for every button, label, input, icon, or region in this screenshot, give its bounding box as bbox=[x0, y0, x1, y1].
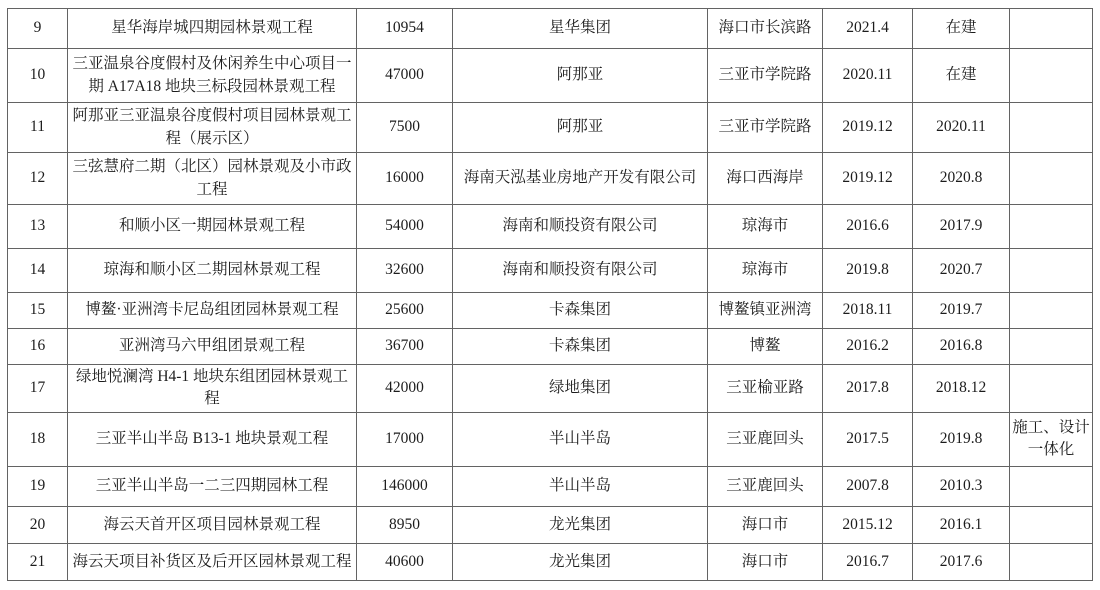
cell-company-name: 海南和顺投资有限公司 bbox=[453, 205, 708, 249]
cell-location: 三亚鹿回头 bbox=[708, 412, 823, 466]
cell-start-date: 2018.11 bbox=[823, 293, 913, 329]
cell-end-date: 2019.7 bbox=[913, 293, 1010, 329]
cell-area-value: 16000 bbox=[357, 153, 453, 205]
cell-end-date: 2010.3 bbox=[913, 466, 1010, 506]
cell-row-number: 21 bbox=[8, 543, 68, 580]
cell-area-value: 36700 bbox=[357, 329, 453, 365]
cell-location: 博鳌镇亚洲湾 bbox=[708, 293, 823, 329]
cell-end-date: 2017.6 bbox=[913, 543, 1010, 580]
cell-end-date: 2020.7 bbox=[913, 249, 1010, 293]
cell-area-value: 47000 bbox=[357, 49, 453, 103]
cell-row-number: 10 bbox=[8, 49, 68, 103]
cell-row-number: 15 bbox=[8, 293, 68, 329]
cell-remark bbox=[1010, 365, 1093, 413]
cell-end-date: 2020.11 bbox=[913, 103, 1010, 153]
table-row bbox=[8, 506, 1093, 543]
cell-project-name: 海云天首开区项目园林景观工程 bbox=[68, 506, 357, 543]
cell-start-date: 2016.2 bbox=[823, 329, 913, 365]
cell-project-name: 三弦慧府二期（北区）园林景观及小市政工程 bbox=[68, 153, 357, 205]
cell-remark bbox=[1010, 9, 1093, 49]
cell-area-value: 17000 bbox=[357, 412, 453, 466]
cell-remark bbox=[1010, 49, 1093, 103]
cell-remark bbox=[1010, 249, 1093, 293]
cell-remark bbox=[1010, 543, 1093, 580]
table-row bbox=[8, 249, 1093, 293]
cell-remark bbox=[1010, 153, 1093, 205]
table-row bbox=[8, 49, 1093, 103]
cell-location: 三亚市学院路 bbox=[708, 49, 823, 103]
cell-location: 海口市长滨路 bbox=[708, 9, 823, 49]
cell-company-name: 卡森集团 bbox=[453, 293, 708, 329]
cell-project-name: 琼海和顺小区二期园林景观工程 bbox=[68, 249, 357, 293]
cell-location: 三亚榆亚路 bbox=[708, 365, 823, 413]
cell-company-name: 海南天泓基业房地产开发有限公司 bbox=[453, 153, 708, 205]
cell-project-name: 阿那亚三亚温泉谷度假村项目园林景观工程（展示区） bbox=[68, 103, 357, 153]
cell-start-date: 2021.4 bbox=[823, 9, 913, 49]
table-row bbox=[8, 329, 1093, 365]
table-row bbox=[8, 103, 1093, 153]
cell-company-name: 卡森集团 bbox=[453, 329, 708, 365]
cell-row-number: 17 bbox=[8, 365, 68, 413]
table-row bbox=[8, 412, 1093, 466]
cell-location: 博鳌 bbox=[708, 329, 823, 365]
cell-row-number: 9 bbox=[8, 9, 68, 49]
cell-remark bbox=[1010, 205, 1093, 249]
cell-company-name: 龙光集团 bbox=[453, 506, 708, 543]
cell-area-value: 54000 bbox=[357, 205, 453, 249]
cell-area-value: 40600 bbox=[357, 543, 453, 580]
cell-company-name: 绿地集团 bbox=[453, 365, 708, 413]
cell-location: 琼海市 bbox=[708, 249, 823, 293]
cell-location: 海口市 bbox=[708, 543, 823, 580]
cell-remark bbox=[1010, 103, 1093, 153]
cell-row-number: 13 bbox=[8, 205, 68, 249]
cell-company-name: 海南和顺投资有限公司 bbox=[453, 249, 708, 293]
cell-end-date: 2020.8 bbox=[913, 153, 1010, 205]
cell-row-number: 20 bbox=[8, 506, 68, 543]
cell-project-name: 三亚温泉谷度假村及休闲养生中心项目一期 A17A18 地块三标段园林景观工程 bbox=[68, 49, 357, 103]
cell-area-value: 25600 bbox=[357, 293, 453, 329]
cell-row-number: 16 bbox=[8, 329, 68, 365]
cell-start-date: 2019.8 bbox=[823, 249, 913, 293]
table-row bbox=[8, 466, 1093, 506]
cell-start-date: 2007.8 bbox=[823, 466, 913, 506]
table-row bbox=[8, 293, 1093, 329]
cell-project-name: 亚洲湾马六甲组团景观工程 bbox=[68, 329, 357, 365]
cell-remark: 施工、设计一体化 bbox=[1010, 412, 1093, 466]
cell-remark bbox=[1010, 466, 1093, 506]
cell-remark bbox=[1010, 506, 1093, 543]
table-row bbox=[8, 9, 1093, 49]
cell-start-date: 2017.5 bbox=[823, 412, 913, 466]
cell-start-date: 2016.6 bbox=[823, 205, 913, 249]
cell-remark bbox=[1010, 329, 1093, 365]
cell-start-date: 2016.7 bbox=[823, 543, 913, 580]
cell-company-name: 半山半岛 bbox=[453, 466, 708, 506]
cell-location: 琼海市 bbox=[708, 205, 823, 249]
cell-area-value: 146000 bbox=[357, 466, 453, 506]
cell-location: 三亚鹿回头 bbox=[708, 466, 823, 506]
cell-area-value: 10954 bbox=[357, 9, 453, 49]
cell-end-date: 2016.8 bbox=[913, 329, 1010, 365]
cell-row-number: 12 bbox=[8, 153, 68, 205]
cell-start-date: 2019.12 bbox=[823, 103, 913, 153]
projects-table bbox=[7, 8, 1093, 581]
cell-end-date: 2018.12 bbox=[913, 365, 1010, 413]
cell-area-value: 7500 bbox=[357, 103, 453, 153]
cell-row-number: 19 bbox=[8, 466, 68, 506]
cell-end-date: 在建 bbox=[913, 9, 1010, 49]
projects-table-body bbox=[8, 9, 1093, 581]
cell-project-name: 绿地悦澜湾 H4-1 地块东组团园林景观工程 bbox=[68, 365, 357, 413]
cell-location: 三亚市学院路 bbox=[708, 103, 823, 153]
cell-remark bbox=[1010, 293, 1093, 329]
cell-location: 海口市 bbox=[708, 506, 823, 543]
cell-project-name: 三亚半山半岛一二三四期园林工程 bbox=[68, 466, 357, 506]
cell-start-date: 2017.8 bbox=[823, 365, 913, 413]
cell-company-name: 半山半岛 bbox=[453, 412, 708, 466]
cell-project-name: 星华海岸城四期园林景观工程 bbox=[68, 9, 357, 49]
cell-project-name: 和顺小区一期园林景观工程 bbox=[68, 205, 357, 249]
cell-start-date: 2020.11 bbox=[823, 49, 913, 103]
cell-area-value: 8950 bbox=[357, 506, 453, 543]
table-row bbox=[8, 543, 1093, 580]
table-row bbox=[8, 153, 1093, 205]
cell-end-date: 2016.1 bbox=[913, 506, 1010, 543]
table-row bbox=[8, 365, 1093, 413]
cell-company-name: 龙光集团 bbox=[453, 543, 708, 580]
cell-company-name: 阿那亚 bbox=[453, 49, 708, 103]
table-row bbox=[8, 205, 1093, 249]
cell-end-date: 2017.9 bbox=[913, 205, 1010, 249]
cell-row-number: 18 bbox=[8, 412, 68, 466]
cell-company-name: 星华集团 bbox=[453, 9, 708, 49]
cell-project-name: 博鳌·亚洲湾卡尼岛组团园林景观工程 bbox=[68, 293, 357, 329]
cell-area-value: 32600 bbox=[357, 249, 453, 293]
cell-area-value: 42000 bbox=[357, 365, 453, 413]
cell-end-date: 2019.8 bbox=[913, 412, 1010, 466]
cell-location: 海口西海岸 bbox=[708, 153, 823, 205]
cell-project-name: 三亚半山半岛 B13-1 地块景观工程 bbox=[68, 412, 357, 466]
cell-row-number: 11 bbox=[8, 103, 68, 153]
cell-end-date: 在建 bbox=[913, 49, 1010, 103]
cell-project-name: 海云天项目补货区及后开区园林景观工程 bbox=[68, 543, 357, 580]
cell-company-name: 阿那亚 bbox=[453, 103, 708, 153]
cell-start-date: 2019.12 bbox=[823, 153, 913, 205]
cell-start-date: 2015.12 bbox=[823, 506, 913, 543]
cell-row-number: 14 bbox=[8, 249, 68, 293]
